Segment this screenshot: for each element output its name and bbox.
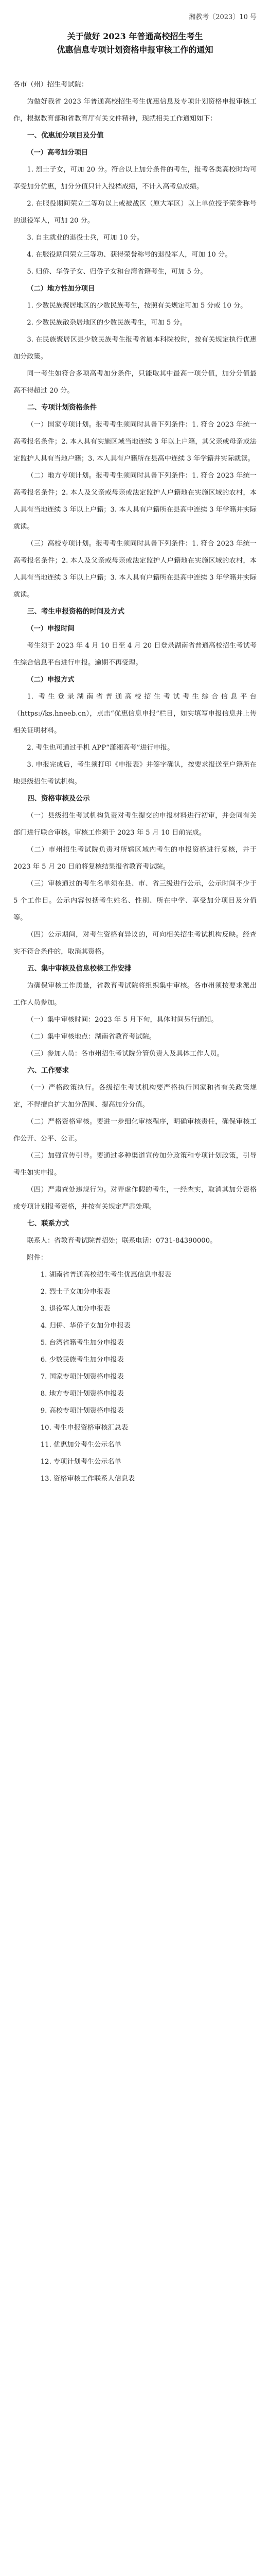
section-1-sub-2: （二）地方性加分项目 [27,285,95,293]
paragraph: 1. 考生登录湖南省普通高校招生考试考生综合信息平台（https://ks.hneeb.cn），点击“优惠信息申报”栏目，如实填写申报信息并上传相关证明材料。 [13,693,257,735]
paragraph: （四）严肃查处违规行为。对弄虚作假的考生，一经查实，取消其加分资格或专项计划报考资格，并按有关规定严肃处理。 [13,1186,257,1211]
attachment-item: 7. 国家专项计划资格申报表 [40,1373,124,1381]
paragraph: 1. 少数民族聚居地区的少数民族考生，按照有关规定可加 5 分或 10 分。 [27,302,247,310]
section-7-heading: 七、联系方式 [27,1219,69,1228]
attachment-item: 2. 烈士子女加分申报表 [40,1288,111,1296]
attachment-item: 10. 考生申报资格审核汇总表 [40,1424,129,1432]
paragraph: （三）审核通过的考生名单须在县、市、省三级进行公示，公示时间不少于 5 个工作日。公示内容包括考生姓名、性别、所在中学、享受加分项目及分值等。 [13,880,257,922]
attachments-list [13,1266,257,1487]
attachment-item: 12. 专项计划考生公示名单 [40,1458,121,1466]
paragraph: （一）县级招生考试机构负责对考生提交的申报材料进行初审，并会同有关部门进行联合审核。审核工作须于 2023 年 5 月 10 日前完成。 [13,812,257,837]
paragraph: 同一考生如符合多项高考加分条件，只能取其中最高一项分值，加分分值最高不得超过 20 分。 [13,370,257,395]
paragraph: （二）市州招生考试院负责对所辖区域内考生的申报资格进行复核，并于 2023 年 5 月 20 日前将复核结果报省教育考试院。 [13,846,257,871]
paragraph: （三）高校专项计划。报考考生须同时具备下列条件：1. 符合 2023 年统一高考报名条件；2. 本人及父亲或母亲或法定监护人户籍地在实施区域的农村，本人具有当地连续 3 年以上户籍；3. 本人具有户籍所在县高中连续 3 年学籍并实际就读。 [13,540,257,599]
title-line-2: 优惠信息专项计划资格申报审核工作的通知 [57,45,213,55]
salutation: 各市（州）招生考试院： [13,81,88,89]
document-number: 湘教考〔2023〕10 号 [189,13,257,21]
paragraph: （三）参加人员：各市州招生考试院分管负责人及具体工作人员。 [27,1050,224,1058]
paragraph: 4. 在服役期间荣立三等功、获得荣誉称号的退役军人，可加 10 分。 [27,251,232,259]
paragraph: （一）严格政策执行。各级招生考试机构要严格执行国家和省有关政策规定，不得擅自扩大加分范围、提高加分分值。 [13,1084,257,1109]
paragraph: （二）集中审核地点：湖南省教育考试院。 [27,1033,156,1041]
section-3-sub: （一）申报时间 [27,625,75,633]
paragraph: 2. 考生也可通过手机 APP“潇湘高考”进行申报。 [27,744,174,752]
attachment-item: 1. 湖南省普通高校招生考生优惠信息申报表 [40,1271,171,1279]
intro-paragraph: 为做好我省 2023 年普通高校招生考生优惠信息及专项计划资格申报审核工作，根据教育部和省教育厅有关文件精神，现就相关工作通知如下： [13,98,257,123]
attachment-item: 11. 优惠加分考生公示名单 [40,1441,121,1449]
paragraph: （二）严格资格审核。要进一步细化审核程序，明确审核责任，确保审核工作公开、公平、公正。 [13,1118,257,1143]
section-3-heading: 三、考生申报资格的时间及方式 [27,607,124,616]
paragraph: （三）加强宣传引导。要通过多种渠道宣传加分政策和专项计划政策，引导考生如实申报。 [13,1152,257,1177]
section-6-heading: 六、工作要求 [27,1066,69,1075]
attachment-item: 5. 台湾省籍考生加分申报表 [40,1339,124,1347]
paragraph: 联系人：省教育考试院普招处；联系电话：0731-84390000。 [27,1237,217,1245]
attachment-item: 8. 地方专项计划资格申报表 [40,1390,124,1398]
paragraph: （二）地方专项计划。报考考生须同时具备下列条件：1. 符合 2023 年统一高考报名条件；2. 本人及父亲或母亲或法定监护人户籍地在实施区域的农村，本人具有当地连续 3 年以上户籍；3. 本人具有户籍所在县高中连续 3 年学籍并实际就读。 [13,472,257,531]
paragraph: 考生须于 2023 年 4 月 10 日至 4 月 20 日登录湖南省普通高校招生考试考生综合信息平台进行申报。逾期不再受理。 [13,642,257,667]
attachment-item: 9. 高校专项计划资格申报表 [40,1407,124,1415]
paragraph: 3. 在民族聚居区县少数民族考生报考省属本科院校时，按有关规定执行优惠加分政策。 [13,336,257,361]
document-title [0,30,270,57]
section-1-sub-1: （一）高考加分项目 [27,149,88,157]
paragraph: （四）公示期间，对考生资格有异议的，可向相关招生考试机构反映。经查实不符合条件的，取消其资格。 [13,931,257,956]
paragraph: 为确保审核工作质量，省教育考试院将组织集中审核。各市州须按要求派出工作人员参加。 [13,982,257,1007]
paragraph: 3. 自主就业的退役士兵，可加 10 分。 [27,234,143,242]
document-body [13,76,257,1487]
paragraph: 1. 烈士子女，可加 20 分。符合以上加分条件的考生，报考各类高校时均可享受加分优惠，加分分值只计入投档成绩，不计入高考总成绩。 [13,166,257,191]
attachment-item: 13. 资格审核工作联系人信息表 [40,1475,135,1483]
paragraph: 3. 申报完成后，考生须打印《申报表》并签字确认，按要求报送至户籍所在地县级招生考试机构。 [13,761,257,786]
section-2-heading: 二、专项计划资格条件 [27,403,97,412]
paragraph: （一）国家专项计划。报考考生须同时具备下列条件：1. 符合 2023 年统一高考报名条件；2. 本人具有实施区域当地连续 3 年以上户籍，其父亲或母亲或法定监护人具有当地户籍；3. 本人具有户籍所在县高中连续 3 年学籍并实际就读。 [13,421,257,463]
title-line-1: 关于做好 2023 年普通高校招生考生 [67,31,203,41]
section-4-heading: 四、资格审核及公示 [27,794,90,803]
paragraph: 2. 在服役期间荣立二等功以上或被战区（原大军区）以上单位授予荣誉称号的退役军人，可加 20 分。 [13,200,257,225]
paragraph: 2. 少数民族散杂居地区的少数民族考生，可加 5 分。 [27,319,187,327]
section-1-heading: 一、优惠加分项目及分值 [27,131,104,140]
attachment-item: 4. 归侨、华侨子女加分申报表 [40,1322,131,1330]
attachments-label: 附件： [27,1254,47,1262]
section-5-heading: 五、集中审核及信息校核工作安排 [27,964,132,973]
attachment-item: 6. 少数民族考生加分申报表 [40,1356,124,1364]
section-3-sub: （二）申报方式 [27,676,75,684]
attachment-item: 3. 退役军人加分申报表 [40,1305,111,1313]
paragraph: （一）集中审核时间：2023 年 5 月下旬，具体时间另行通知。 [27,1016,218,1024]
paragraph: 5. 归侨、华侨子女、归侨子女和台湾省籍考生，可加 5 分。 [27,268,207,276]
